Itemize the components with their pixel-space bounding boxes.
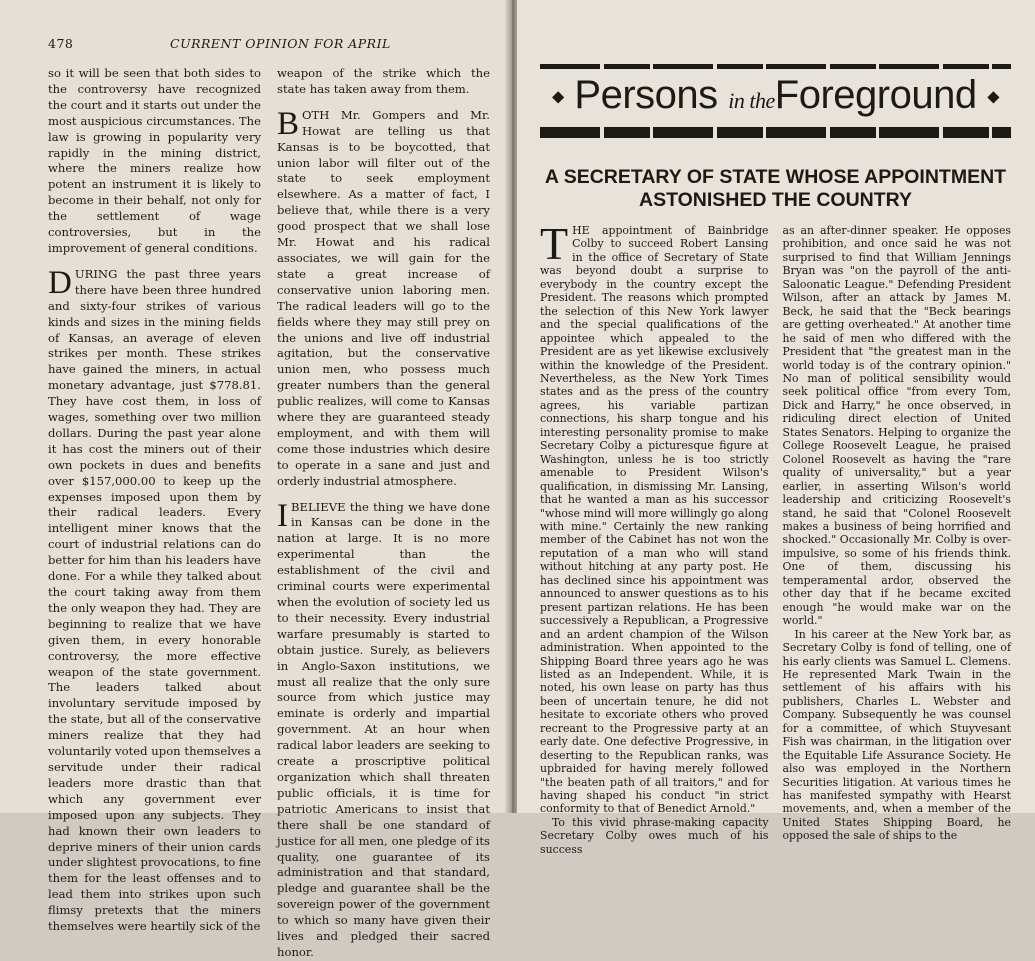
article-headline: A SECRETARY OF STATE WHOSE APPOINTMENT ASTONISHED THE COUNTRY bbox=[544, 166, 1007, 211]
paragraph bbox=[48, 66, 261, 257]
paragraph-text: so it will be seen that both sides to the controversy have recognized the court and it starts out under the most auspicious circumstances. The law is growing in popularity very rapidly in the mining district, where the miners realize how potent an instrument it is likely to become in their behalf, not only for the settlement of wage controversies, but in the improvement of general conditions. bbox=[48, 66, 261, 255]
section-title-part: in the bbox=[728, 88, 775, 113]
paragraph-text: weapon of the strike which the state has taken away from them. bbox=[277, 66, 490, 96]
paragraph-text: URING the past three years there have been three hundred and sixty-four strikes of various kinds and sizes in the mining fields of Kansas, an average of eleven strikes per month. These strikes have gained the miners, in actual monetary advantage, just $778.81. They have cost them, in loss of wages, something over two million dollars. During the past year alone it has cost the miners out of their own pockets in dues and benefits over $157,000.00 to keep up the expenses imposed upon them by their radical leaders. Every intelligent miner knows that the court of industrial relations can do better for him than his leaders have done. For a while they talked about the court taking away from them the only weapon they had. They are beginning to realize that we have given them, in every honorable controversy, the more effective weapon of the state government. The leaders talked about involuntary servitude imposed by the state, but all of the conservative miners realize that they had voluntarily voted upon themselves a servitude under their radical leaders more drastic than that which any government ever imposed upon any subjects. They had known their own leaders to deprive miners of their union cards under slightest provocations, to fine them for the least offenses and to lead them into strikes upon such flimsy pretexts that the miners themselves were heartily sick of the bbox=[48, 266, 261, 934]
drop-cap: T bbox=[540, 218, 569, 269]
paragraph bbox=[277, 105, 490, 490]
left-page bbox=[0, 0, 512, 959]
paragraph bbox=[48, 264, 261, 935]
paragraph-text: OTH Mr. Gompers and Mr. Howat are telling us that Kansas is to be boycotted, that union labor will filter out of the state to seek employment elsewhere. As a matter of fact, I believe that, while there is a very good prospect that we shall lose Mr. Howat and his radical associates, we will gain for the state a great increase of conservative union laboring men. The radical leaders will go to the fields where they may still prey on the unions and live off industrial agitation, but the conservative union men, who possess much greater numbers than the general public realizes, will come to Kansas where they are guaranteed steady employment, and with them will come those industries which desire to operate in a sane and just and orderly industrial atmosphere. bbox=[277, 107, 490, 488]
journal-title: CURRENT OPINION FOR APRIL bbox=[170, 36, 391, 51]
paragraph-text: as an after-dinner speaker. He opposes prohibition, and once said he was not surprised to find that William Jennings Bryan was "on the payroll of the anti-Saloonatic League." Defending President Wilson, after an attack by James M. Beck, he said that the "Beck bearings are getting overheated." At another time he said of men who differed with the President that "the greatest man in the world today is of the contrary opinion." No man of political sensibility would seek political office "from every Tom, Dick and Harry," he once observed, in ridiculing direct election of United States Senators. Helping to organize the College Roosevelt League, he praised Colonel Roosevelt as having the "rare quality of universality," but a year earlier, in asserting Wilson's world leadership and criticizing Roosevelt's stand, he said that "Colonel Roosevelt makes a business of being horrified and shocked." Occasionally Mr. Colby is over-impulsive, so some of his friends think. One of them, discussing his temperamental ardor, observed the other day that if he became excited enough "he would make war on the world." bbox=[782, 224, 1011, 628]
paragraph bbox=[277, 66, 490, 98]
paragraph bbox=[540, 218, 769, 816]
page-number: 478 bbox=[48, 36, 74, 51]
paragraph bbox=[277, 497, 490, 961]
ornament-icon: ◆ bbox=[987, 88, 1000, 106]
section-banner bbox=[540, 64, 1011, 144]
right-column-2 bbox=[783, 224, 1012, 856]
right-column-1 bbox=[540, 218, 769, 856]
right-columns bbox=[540, 218, 1011, 856]
running-head bbox=[48, 36, 490, 58]
ornament-icon: ◆ bbox=[551, 88, 564, 106]
left-column-1 bbox=[48, 66, 261, 961]
drop-cap: I bbox=[277, 497, 288, 534]
drop-cap: B bbox=[277, 105, 300, 142]
left-columns bbox=[48, 66, 490, 961]
paragraph bbox=[540, 816, 769, 856]
paragraph-text: BELIEVE the thing we have done in Kansas can be done in the nation at large. It is no more experimental than the establishment of the civil and criminal courts were experimental when the evolution of society led us to their necessity. Every industrial warfare presumably is started to obtain justice. Surely, as believers in Anglo-Saxon institutions, we must all realize that the only sure source from which justice may eminate is orderly and impartial government. At an hour when radical labor leaders are seeking to create a proscriptive political organization which shall threaten public officials, it is time for patriotic Americans to insist that there shall be one standard of justice for all men, one pledge of its quality, one guarantee of its administration and that standard, pledge and guarantee shall be the sovereign power of the government to which so many have given their lives and pledged their sacred honor. bbox=[277, 499, 490, 959]
paragraph-text: To this vivid phrase-making capacity Secretary Colby owes much of his success bbox=[540, 815, 769, 856]
banner-rule-bottom bbox=[540, 127, 1011, 138]
paragraph bbox=[783, 224, 1012, 628]
paragraph-text: In his career at the New York bar, as Secretary Colby is fond of telling, one of his early clients was Samuel L. Clemens. He represented Mark Twain in the settlement of his affairs with his publishers, Charles L. Webster and Company. Subsequently he was counsel for a committee, of which Stuyvesant Fish was chairman, in the litigation over the Equitable Life Assurance Society. He also was employed in the Northern Securities litigation. At various times he has manifested sympathy with Hearst movements, and, when a member of the United States Shipping Board, he opposed the sale of ships to the bbox=[782, 627, 1011, 843]
left-column-2 bbox=[277, 66, 490, 961]
section-title-part: Foreground bbox=[774, 73, 977, 117]
drop-cap: D bbox=[48, 264, 72, 301]
section-title-part: Persons bbox=[574, 73, 729, 117]
banner-rule-top bbox=[540, 64, 1011, 69]
right-page bbox=[517, 0, 1035, 856]
paragraph-text: HE appointment of Bainbridge Colby to succeed Robert Lansing in the office of Secretary of State was beyond doubt a surprise to everybody in the country except the President. The reasons which prompted the selection of this New York lawyer and the special qualifications of the appointee which appealed to the President are as yet likewise exclusively within the knowledge of the President. Nevertheless, as the New York Times states and as the press of the country agrees, his variable partizan connections, his sharp tongue and his interesting personality promise to make Secretary Colby a picturesque figure at Washington, unless he is too strictly amenable to President Wilson's qualification, in dismissing Mr. Lansing, that he wanted a man as his successor "whose mind will more willingly go along with mine." Certainly the new ranking member of the Cabinet has not won the reputation of a man who will stand without hitching at any party post. He has declined since his appointment was announced to answer questions as to his present partizan relations. He has been successively a Republican, a Progressive and an ardent champion of the Wilson administration. When appointed to the Shipping Board three years ago he was listed as an Independent. While, it is noted, his own lease on party has thus been of uncertain tenure, he did not hesitate to excoriate others who proved recreant to the Progressive party at an early date. One defective Progressive, in deserting to the Republican ranks, was upbraided for having merely followed "the beaten path of all traitors," and for having shaped his conduct "in strict conformity to that of Benedict Arnold." bbox=[540, 224, 769, 816]
section-title bbox=[540, 72, 1011, 124]
paragraph bbox=[783, 628, 1012, 843]
